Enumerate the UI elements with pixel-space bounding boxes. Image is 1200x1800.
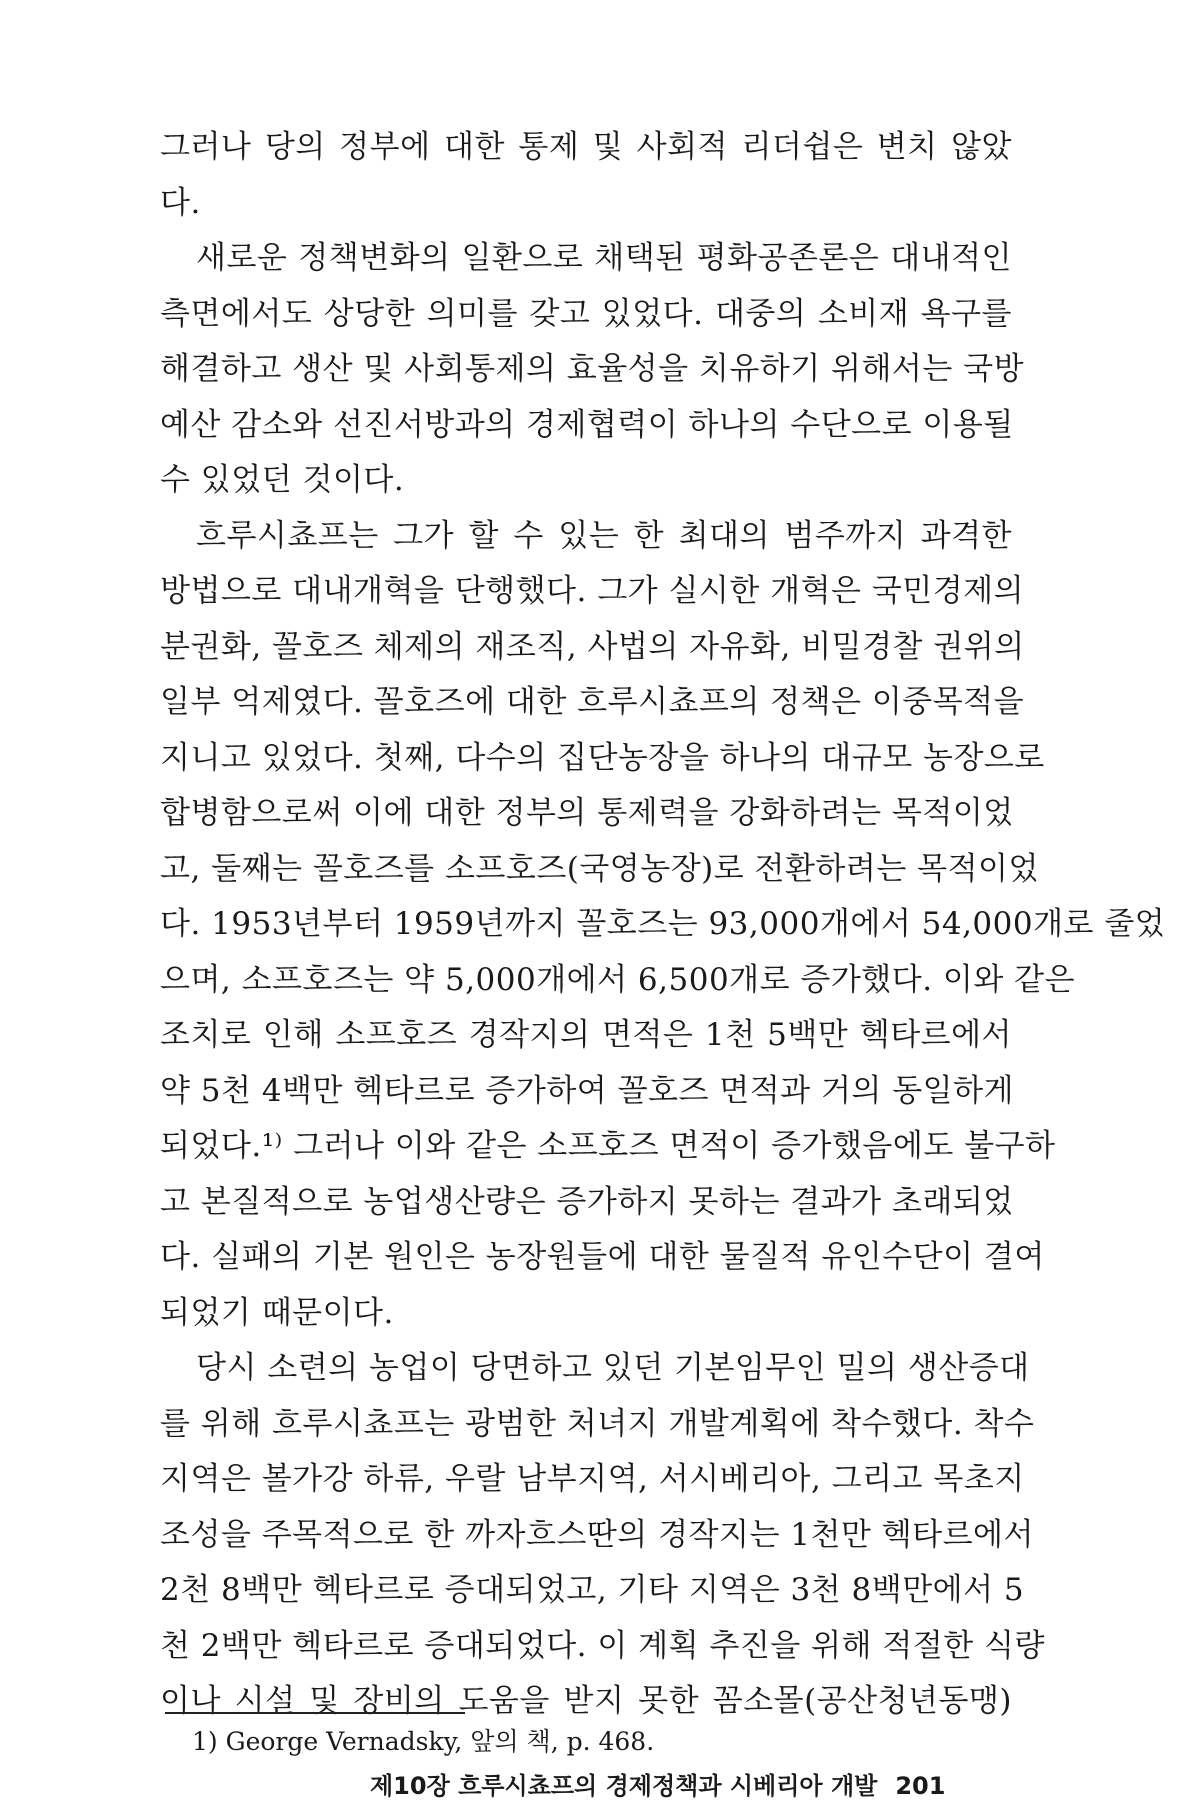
body-line: 수 있었던 것이다.: [160, 462, 405, 498]
page-number: 201: [895, 1772, 946, 1800]
body-line: 천 2백만 헥타르로 증대되었다. 이 계획 추진을 위해 적절한 식량: [160, 1627, 1045, 1664]
footnote: 1) George Vernadsky, 앞의 책, p. 468.: [192, 1727, 655, 1756]
body-line: 으며, 소프호즈는 약 5,000개에서 6,500개로 증가했다. 이와 같은: [160, 961, 1076, 998]
body-line: 되었기 때문이다.: [160, 1294, 394, 1331]
body-line: 새로운 정책변화의 일환으로 채택된 평화공존론은 대내적인: [196, 240, 1012, 276]
body-line: 약 5천 4백만 헥타르로 증가하여 꼴호즈 면적과 거의 동일하게: [160, 1072, 1014, 1109]
body-line: 다.: [160, 184, 201, 221]
body-text: [160, 120, 1166, 1730]
body-line: 방법으로 대내개혁을 단행했다. 그가 실시한 개혁은 국민경제의: [160, 573, 1025, 609]
body-line: 측면에서도 상당한 의미를 갖고 있었다. 대중의 소비재 욕구를: [160, 295, 1012, 332]
body-line: 2천 8백만 헥타르로 증대되었고, 기타 지역은 3천 8백만에서 5: [160, 1572, 1025, 1608]
body-line: 합병함으로써 이에 대한 정부의 통제력을 강화하려는 목적이었: [160, 795, 1014, 831]
body-line: 그러나 당의 정부에 대한 통제 및 사회적 리더쉽은 변치 않았: [160, 129, 1012, 165]
body-line: 지역은 볼가강 하류, 우랄 남부지역, 서시베리아, 그리고 목초지: [160, 1461, 1025, 1497]
footnote-divider: [165, 1712, 465, 1714]
body-line: 다. 1953년부터 1959년까지 꼴호즈는 93,000개에서 54,000개로 줄었: [160, 906, 1166, 942]
body-line: 조치로 인해 소프호즈 경작지의 면적은 1천 5백만 헥타르에서: [160, 1017, 1012, 1053]
body-line: 고, 둘째는 꼴호즈를 소프호즈(국영농장)로 전환하려는 목적이었: [160, 850, 1039, 887]
chapter-title: 제10장 흐루시쵸프의 경제정책과 시베리아 개발: [370, 1772, 878, 1800]
body-line: 다. 실패의 기본 원인은 농장원들에 대한 물질적 유인수단이 결여: [160, 1239, 1045, 1275]
body-line: 예산 감소와 선진서방과의 경제협력이 하나의 수단으로 이용될: [160, 406, 1014, 443]
body-line: 고 본질적으로 농업생산량은 증가하지 못하는 결과가 초래되었: [160, 1183, 1014, 1220]
body-line: 흐루시쵸프는 그가 할 수 있는 한 최대의 범주까지 과격한: [196, 517, 1012, 554]
running-footer: [370, 1772, 1010, 1800]
body-line: 해결하고 생산 및 사회통제의 효율성을 치유하기 위해서는 국방: [160, 351, 1025, 387]
body-line: 를 위해 흐루시쵸프는 광범한 처녀지 개발계획에 착수했다. 착수: [160, 1405, 1035, 1442]
body-line: 분권화, 꼴호즈 체제의 재조직, 사법의 자유화, 비밀경찰 권위의: [160, 628, 1025, 665]
body-line: 당시 소련의 농업이 당면하고 있던 기본임무인 밀의 생산증대: [196, 1350, 1030, 1386]
body-line: 일부 억제였다. 꼴호즈에 대한 흐루시쵸프의 정책은 이중목적을: [160, 684, 1025, 720]
body-line: 되었다.¹⁾ 그러나 이와 같은 소프호즈 면적이 증가했음에도 불구하: [160, 1128, 1056, 1164]
body-line: 조성을 주목적으로 한 까자흐스딴의 경작지는 1천만 헥타르에서: [160, 1516, 1034, 1553]
body-line: 지니고 있었다. 첫째, 다수의 집단농장을 하나의 대규모 농장으로: [160, 739, 1045, 776]
body-line: 이나 시설 및 장비의 도움을 받지 못한 꼼소몰(공산청년동맹): [160, 1683, 1012, 1719]
